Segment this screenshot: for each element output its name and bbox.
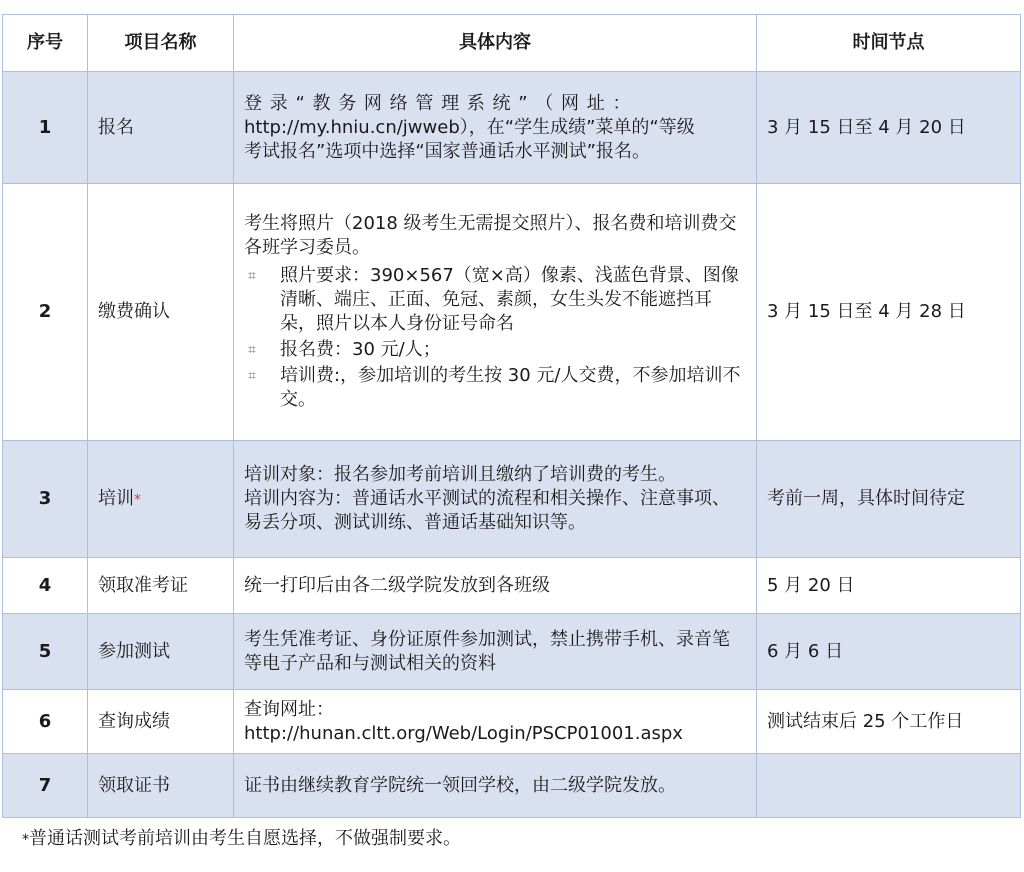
row-content bbox=[234, 690, 757, 754]
row-name: 缴费确认 bbox=[88, 184, 234, 441]
content-line: 考试报名”选项中选择“国家普通话水平测试”报名。 bbox=[244, 140, 650, 162]
table-row bbox=[3, 754, 1021, 818]
table-row bbox=[3, 441, 1021, 558]
row-content: 证书由继续教育学院统一领回学校，由二级学院发放。 bbox=[234, 754, 757, 818]
bullet-mark-icon: ⌗ bbox=[248, 268, 256, 284]
bullet-text: 培训费:，参加培训的考生按 30 元/人交费，不参加培训不交。 bbox=[280, 365, 741, 410]
content-line: 培训内容为：普通话水平测试的流程和相关操作、注意事项、易丢分项、测试训练、普通话基础知识等。 bbox=[244, 488, 730, 533]
row-num: 2 bbox=[3, 184, 88, 441]
row-name: 领取证书 bbox=[88, 754, 234, 818]
row-content bbox=[234, 72, 757, 184]
list-item bbox=[244, 364, 746, 412]
table-row bbox=[3, 558, 1021, 614]
bullet-text: 报名费：30 元/人； bbox=[280, 339, 441, 360]
footnote bbox=[22, 827, 461, 852]
header-name: 项目名称 bbox=[88, 15, 234, 72]
footnote-star: * bbox=[134, 491, 141, 508]
content-line: 登 录 “ 教 务 网 络 管 理 系 统 ” （ 网 址 ： bbox=[244, 92, 632, 114]
row-name bbox=[88, 441, 234, 558]
row-name: 领取准考证 bbox=[88, 558, 234, 614]
content-line: http://my.hniu.cn/jwweb），在“学生成绩”菜单的“等级 bbox=[244, 116, 695, 138]
row-content: 统一打印后由各二级学院发放到各班级 bbox=[234, 558, 757, 614]
row-time bbox=[757, 754, 1021, 818]
row-time: 5 月 20 日 bbox=[757, 558, 1021, 614]
row-num: 4 bbox=[3, 558, 88, 614]
row-num: 7 bbox=[3, 754, 88, 818]
header-time: 时间节点 bbox=[757, 15, 1021, 72]
schedule-table bbox=[2, 14, 1021, 818]
table-row bbox=[3, 690, 1021, 754]
row-num: 5 bbox=[3, 614, 88, 690]
bullet-mark-icon: ⌗ bbox=[248, 342, 256, 358]
content-line: 查询网址： bbox=[244, 698, 334, 720]
content-link[interactable]: http://hunan.cltt.org/Web/Login/PSCP01001.aspx bbox=[244, 722, 683, 744]
row-content bbox=[234, 441, 757, 558]
header-num: 序号 bbox=[3, 15, 88, 72]
row-time: 6 月 6 日 bbox=[757, 614, 1021, 690]
content-intro: 考生将照片（2018 级考生无需提交照片）、报名费和培训费交各班学习委员。 bbox=[244, 213, 737, 258]
row-time: 3 月 15 日至 4 月 28 日 bbox=[757, 184, 1021, 441]
table-row bbox=[3, 614, 1021, 690]
bullet-text: 照片要求：390×567（宽×高）像素、浅蓝色背景、图像清晰、端庄、正面、免冠、素颜，女生头发不能遮挡耳朵，照片以本人身份证号命名 bbox=[280, 265, 739, 334]
row-time: 考前一周，具体时间待定 bbox=[757, 441, 1021, 558]
row-name: 报名 bbox=[88, 72, 234, 184]
footnote-star: * bbox=[22, 832, 29, 848]
name-text: 培训 bbox=[98, 487, 134, 509]
footnote-text: 普通话测试考前培训由考生自愿选择，不做强制要求。 bbox=[29, 828, 461, 849]
table-row bbox=[3, 72, 1021, 184]
row-num: 1 bbox=[3, 72, 88, 184]
table-row bbox=[3, 184, 1021, 441]
row-name: 查询成绩 bbox=[88, 690, 234, 754]
list-item bbox=[244, 264, 746, 336]
list-item bbox=[244, 338, 746, 362]
row-num: 6 bbox=[3, 690, 88, 754]
row-name: 参加测试 bbox=[88, 614, 234, 690]
header-content: 具体内容 bbox=[234, 15, 757, 72]
row-content: 考生凭准考证、身份证原件参加测试，禁止携带手机、录音笔等电子产品和与测试相关的资料 bbox=[234, 614, 757, 690]
bullet-mark-icon: ⌗ bbox=[248, 368, 256, 384]
table-header-row bbox=[3, 15, 1021, 72]
row-time: 3 月 15 日至 4 月 20 日 bbox=[757, 72, 1021, 184]
row-num: 3 bbox=[3, 441, 88, 558]
row-time: 测试结束后 25 个工作日 bbox=[757, 690, 1021, 754]
content-line: 培训对象：报名参加考前培训且缴纳了培训费的考生。 bbox=[244, 464, 676, 485]
row-content bbox=[234, 184, 757, 441]
